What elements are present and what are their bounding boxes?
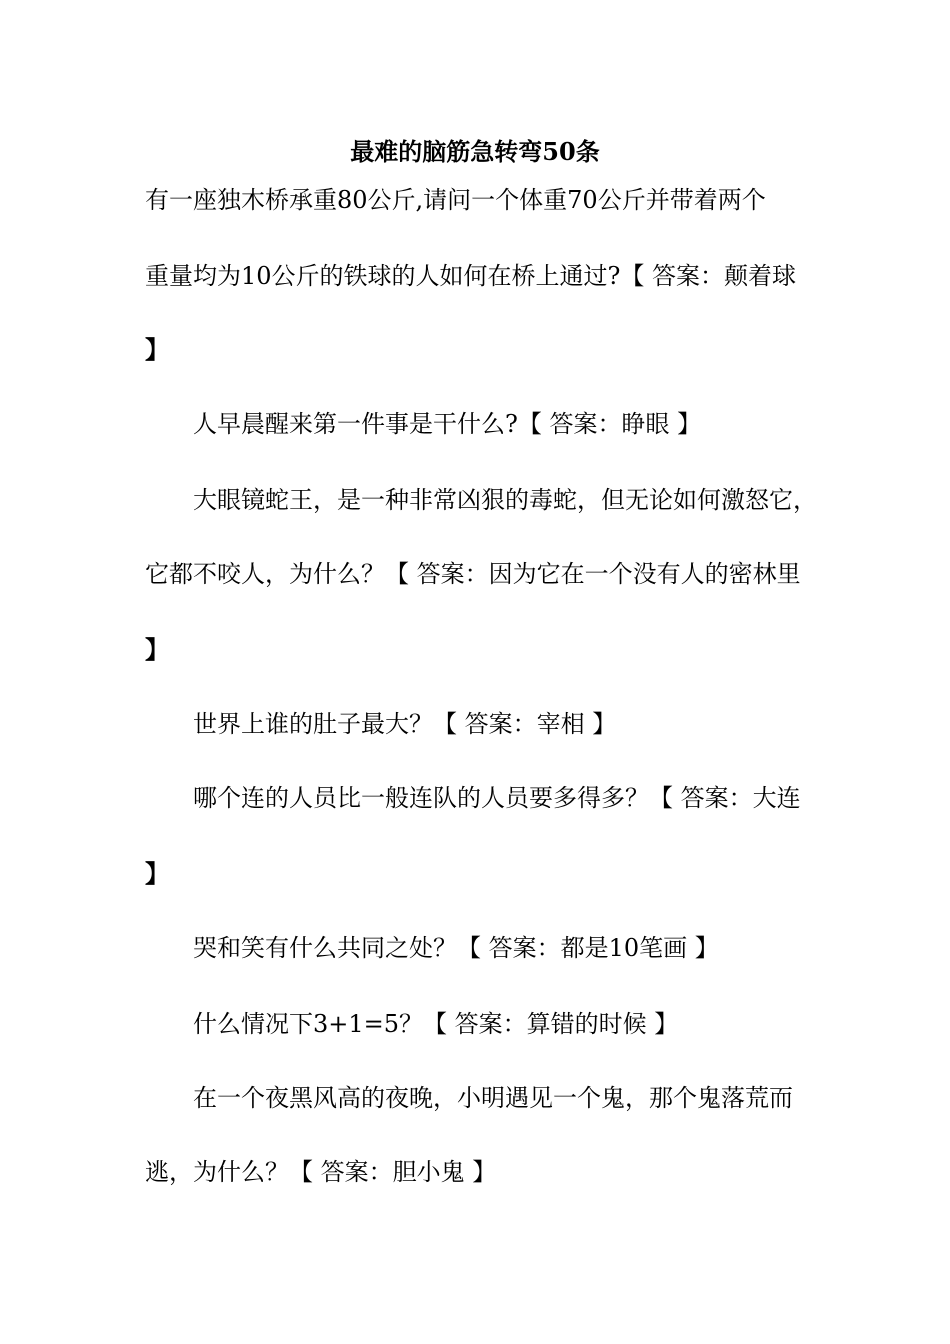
text-line: 逃，为什么？【 答案：胆小鬼 】 — [145, 1158, 497, 1186]
text-line: 重量均为10公斤的铁球的人如何在桥上通过?【 答案：颠着球 — [145, 262, 797, 290]
text-line: 有一座独木桥承重80公斤,请问一个体重70公斤并带着两个 — [145, 186, 766, 214]
text-line: 】 — [145, 335, 169, 364]
text-line: 什么情况下3+1=5？【 答案：算错的时候 】 — [193, 1010, 679, 1038]
text-line: 大眼镜蛇王，是一种非常凶狠的毒蛇，但无论如何激怒它， — [193, 486, 817, 514]
document-title: 最难的脑筋急转弯50条 — [350, 137, 600, 166]
text-line: 哭和笑有什么共同之处？【 答案：都是10笔画 】 — [193, 934, 719, 962]
text-line: 】 — [145, 859, 169, 888]
text-line: 人早晨醒来第一件事是干什么?【 答案：睁眼 】 — [193, 410, 702, 438]
text-line: 】 — [145, 635, 169, 664]
text-line: 世界上谁的肚子最大？【 答案：宰相 】 — [193, 710, 617, 738]
text-line: 在一个夜黑风高的夜晚，小明遇见一个鬼，那个鬼落荒而 — [193, 1084, 793, 1112]
text-line: 它都不咬人，为什么？【 答案：因为它在一个没有人的密林里 — [145, 560, 801, 588]
text-line: 哪个连的人员比一般连队的人员要多得多？【 答案：大连 — [193, 784, 801, 812]
